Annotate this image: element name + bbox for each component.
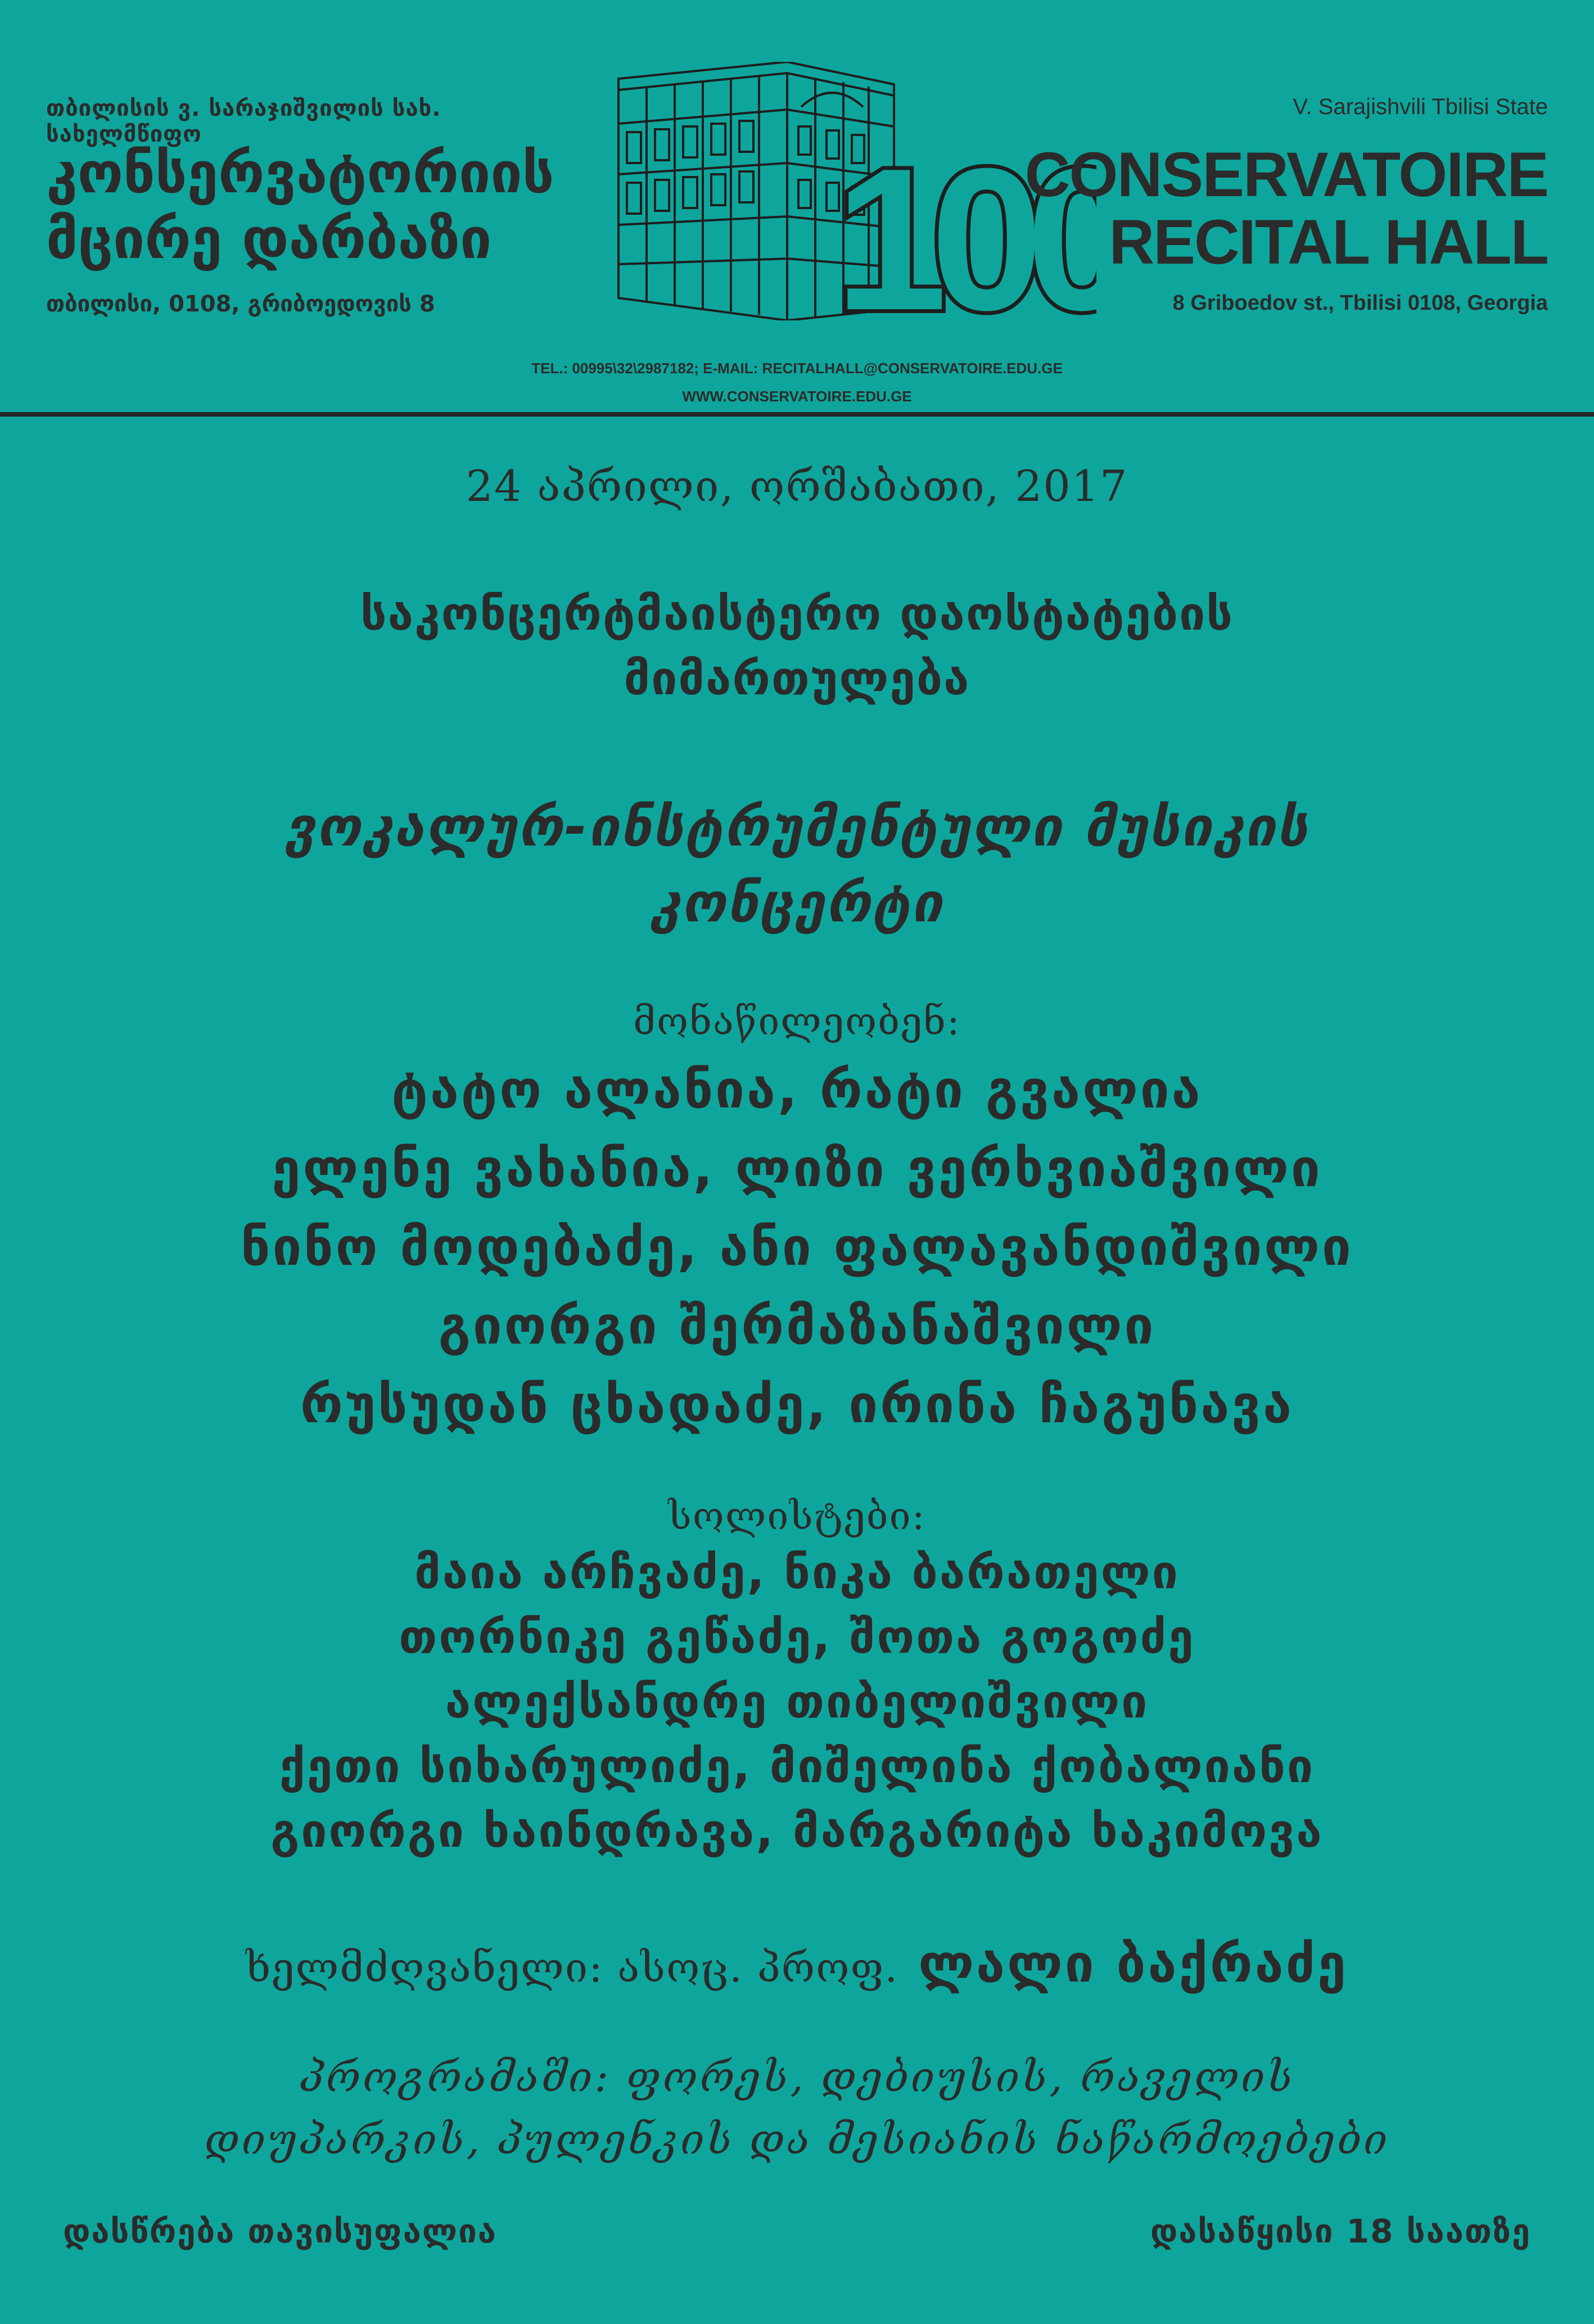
participant-line: რუსუდან ცხადაძე, ირინა ჩაგუნავა [300, 1374, 1294, 1435]
header-title-en-line1: CONSERVATOIRE [1024, 139, 1548, 210]
conservatoire-logo [613, 62, 1096, 320]
soloist-line: ალექსანდრე თიბელიშვილი [445, 1675, 1149, 1729]
header-address-en: 8 Griboedov st., Tbilisi 0108, Georgia [1172, 291, 1548, 315]
contact-line: TEL.: 00995\32\2987182; E-MAIL: RECITALHALL@CONSERVATOIRE.EDU.GE [531, 360, 1063, 377]
header-title-ka-line2: მცირე დარბაზი [46, 206, 492, 272]
department-line2: მიმართულება [624, 652, 970, 706]
website-link[interactable]: WWW.CONSERVATOIRE.EDU.GE [682, 388, 912, 405]
header-subtitle-en: V. Sarajishvili Tbilisi State [1293, 94, 1548, 119]
soloist-line: თორნიკე გეწაძე, შოთა გოგოძე [399, 1611, 1195, 1664]
soloists-label: სოლისტები: [668, 1494, 926, 1539]
soloist-line: ქეთი სიხარულიძე, მიშელინა ქობალიანი [279, 1740, 1315, 1793]
header-title-ka-line1: კონსერვატორიის [46, 140, 554, 206]
footer-start-time: დასაწყისი 18 საათზე [1150, 2212, 1531, 2250]
header-address-ka: თბილისი, 0108, გრიბოედოვის 8 [46, 291, 435, 317]
header-divider [0, 412, 1594, 417]
conservatoire-building-icon [613, 62, 1096, 320]
soloist-line: მაია არჩვაძე, ნიკა ბარათელი [414, 1546, 1180, 1599]
program-line1: პროგრამაში: ფორეს, დებიუსის, რაველის [299, 2053, 1295, 2101]
director-row [0, 1934, 1594, 1994]
director-label: ხელმძღვანელი: ასოც. პროფ. [246, 1944, 899, 1991]
event-date: 24 აპრილი, ორშაბათი, 2017 [466, 461, 1128, 511]
participant-line: გიორგი შერმაზანაშვილი [438, 1296, 1156, 1356]
participants-label: მონაწილეობენ: [633, 1000, 961, 1044]
header-subtitle-ka: თბილისის ვ. სარაჯიშვილის სახ. სახელმწიფო [46, 96, 441, 147]
concert-title-line2: კონცერტი [650, 871, 944, 934]
concert-title-line1: ვოკალურ-ინსტრუმენტული მუსიკის [285, 795, 1309, 858]
participant-line: ნინო მოდებაძე, ანი ფალავანდიშვილი [241, 1217, 1353, 1277]
header-title-en-line2: RECITAL HALL [1109, 207, 1548, 277]
program-line2: დიუპარკის, პულენკის და მესიანის ნაწარმოებები [204, 2115, 1390, 2164]
soloist-line: გიორგი ხაინდრავა, მარგარიტა ხაკიმოვა [270, 1805, 1324, 1858]
director-name: ლალი ბაქრაძე [918, 1934, 1348, 1994]
participant-line: ელენე ვახანია, ლიზი ვერხვიაშვილი [272, 1138, 1322, 1199]
department-line1: საკონცერტმაისტერო დაოსტატების [360, 587, 1234, 641]
participant-line: ტატო ალანია, რატი გვალია [391, 1060, 1203, 1120]
logo-number: 100 [834, 126, 1096, 320]
footer-admission: დასწრება თავისუფალია [63, 2212, 497, 2250]
